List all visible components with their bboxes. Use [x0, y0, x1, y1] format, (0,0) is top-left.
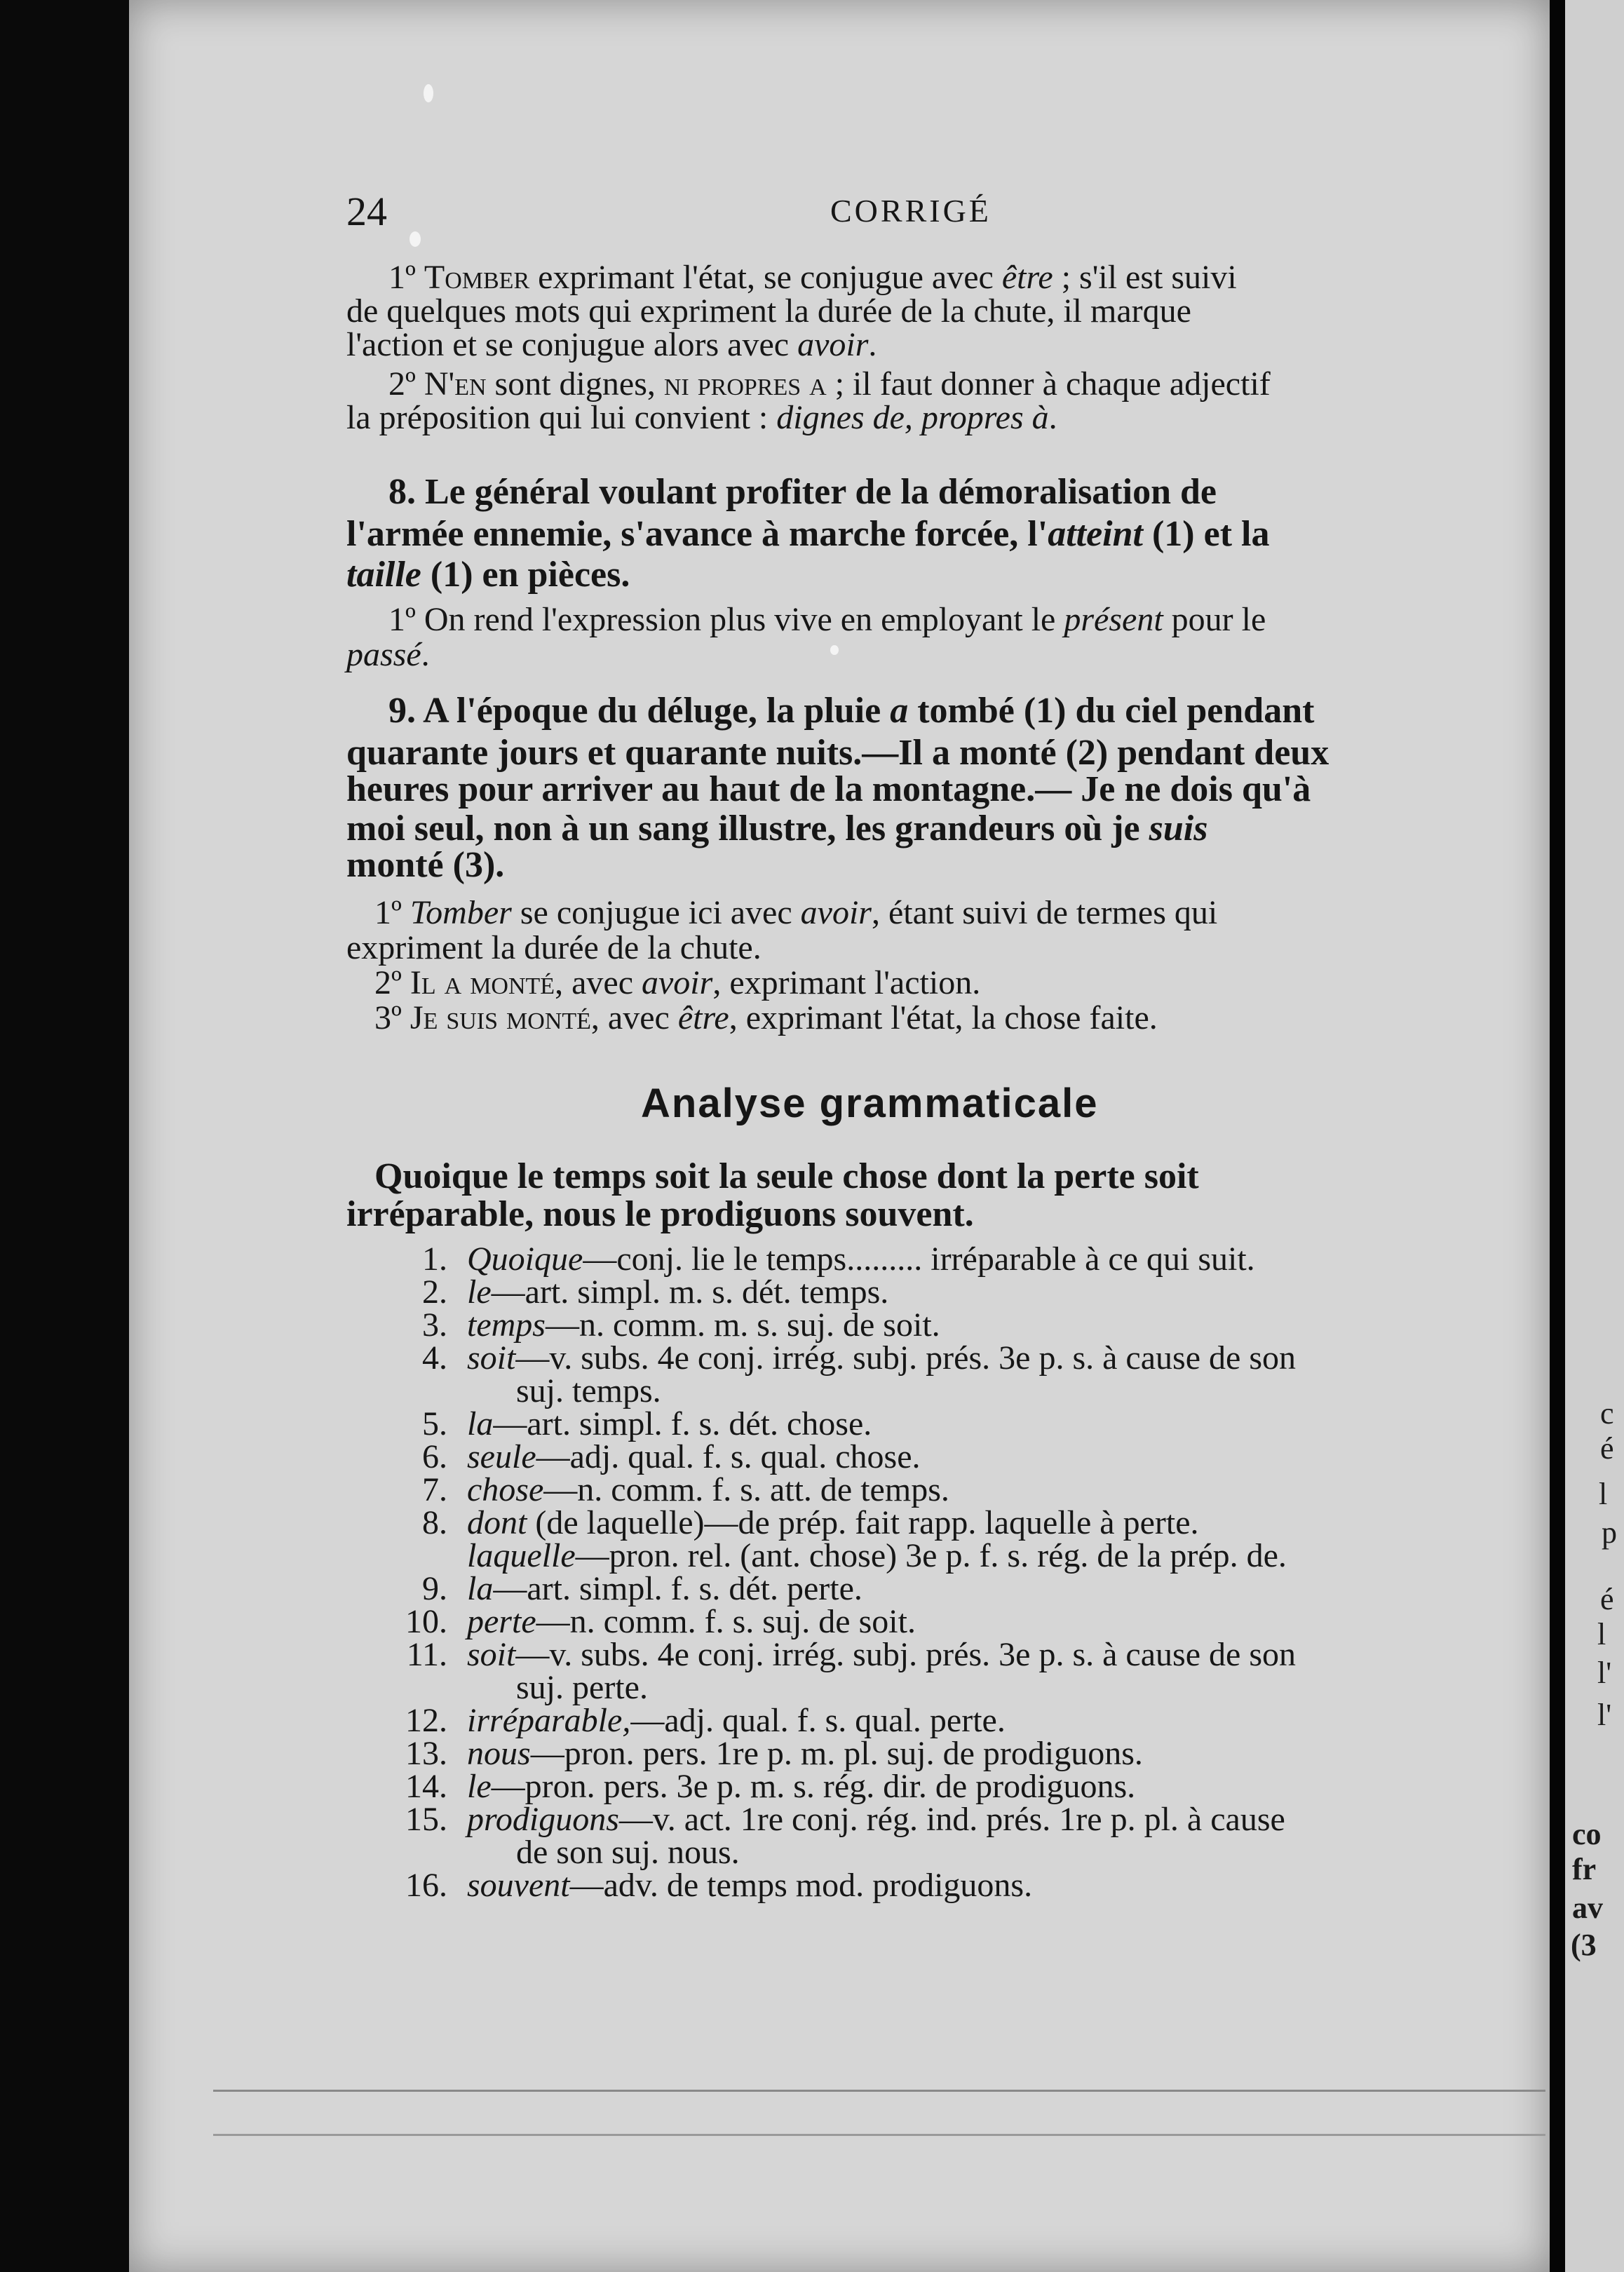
note-text: sont dignes, — [486, 365, 664, 403]
italic-term: être — [677, 999, 729, 1036]
facing-page — [1565, 0, 1624, 2272]
note-text: ; il faut donner à chaque adjectif — [826, 365, 1271, 403]
note-7-line — [346, 328, 877, 362]
analysis-item — [467, 1539, 1287, 1573]
page-number: 24 — [346, 189, 387, 234]
analyzed-word: soit — [467, 1339, 516, 1377]
note-9-line — [374, 966, 980, 1000]
sentence-text: l'armée ennemie, s'avance à marche forcée, l' — [346, 514, 1048, 554]
note-marker: 2º — [374, 964, 402, 1001]
sentence-9-line — [346, 732, 1329, 773]
italic-term: taille — [346, 555, 421, 595]
italic-term: avoir — [797, 326, 869, 363]
analysis-item — [388, 1869, 1032, 1902]
note-text: exprimant l'état, se conjugue avec — [529, 259, 1002, 296]
note-text: On rend l'expression plus vive en employant le — [424, 601, 1064, 638]
note-7-line — [388, 367, 1271, 401]
analysis-item — [388, 1704, 1006, 1738]
analysis-heading — [641, 1080, 1099, 1127]
note-keyword: ni propres a — [663, 365, 827, 403]
note-text: ; s'il est suivi — [1053, 259, 1237, 296]
analyzed-word: le — [467, 1273, 492, 1311]
facing-page-fragment: av — [1572, 1891, 1603, 1925]
facing-page-fragment: p — [1602, 1515, 1617, 1550]
analyzed-word: seule — [467, 1438, 536, 1475]
analysis-text: —adv. de temps mod. prodiguons. — [569, 1867, 1033, 1904]
item-number: 2. — [422, 1273, 447, 1311]
paper-speck — [830, 645, 839, 655]
sentence-9-line — [388, 690, 1314, 731]
book-page — [129, 0, 1550, 2272]
italic-term: dignes de, propres à — [776, 399, 1049, 436]
item-number: 8. — [422, 1504, 447, 1541]
sentence-number: 9. — [388, 691, 416, 731]
sentence-text: A l'époque du déluge, la pluie — [416, 691, 891, 731]
note-marker: 1º — [374, 894, 402, 931]
analysis-text: —art. simpl. m. s. dét. temps. — [491, 1273, 889, 1311]
note-marker: 2º — [388, 365, 416, 403]
analyzed-word: souvent — [467, 1867, 570, 1904]
analyzed-word: la — [467, 1570, 494, 1607]
running-head: CORRIGÉ — [830, 193, 992, 229]
analysis-item — [388, 1407, 872, 1441]
note-text: de quelques mots qui expriment la durée de la chute, il marque — [346, 292, 1191, 330]
sentence-8-line — [388, 471, 1217, 513]
sentence-9-line — [346, 769, 1311, 810]
sentence-text: (1) en pièces. — [421, 555, 630, 595]
paper-speck — [424, 84, 433, 102]
note-text: , exprimant l'état, la chose faite. — [729, 999, 1158, 1036]
analyzed-word: nous — [467, 1735, 531, 1772]
sentence-text: Le général voulant profiter de la démoralisation de — [416, 472, 1217, 512]
sentence-9-line — [346, 844, 504, 886]
page-edge-lines — [213, 2090, 1545, 2136]
analysis-text: —pron. pers. 1re p. m. pl. suj. de prodiguons. — [530, 1735, 1143, 1772]
analysis-sentence-line — [374, 1156, 1199, 1197]
note-9-line — [374, 896, 1217, 930]
analysis-item — [388, 1770, 1135, 1804]
note-text: expriment la durée de la chute. — [346, 929, 762, 966]
italic-term: a — [890, 691, 909, 731]
analysis-text: suj. perte. — [516, 1669, 648, 1706]
italic-term: avoir — [800, 894, 872, 931]
italic-term: passé — [346, 636, 421, 673]
paper-speck — [410, 231, 421, 247]
analysis-item — [388, 1605, 916, 1639]
note-8-line — [388, 603, 1266, 637]
analysis-text: —pron. pers. 3e p. m. s. rég. dir. de prodiguons. — [491, 1768, 1136, 1805]
analyzed-word: dont — [467, 1504, 527, 1541]
note-7-line — [346, 401, 1057, 435]
analysis-sentence-text: Quoique le temps soit la seule chose dont la perte soit — [374, 1156, 1199, 1196]
analysis-heading-text: Analyse grammaticale — [641, 1081, 1099, 1126]
analyzed-word: perte — [467, 1603, 536, 1640]
facing-page-fragment: l' — [1597, 1698, 1612, 1732]
sentence-text: tombé (1) du ciel pendant — [908, 691, 1315, 731]
italic-term: être — [1001, 259, 1053, 296]
analysis-sentence-text: irréparable, nous le prodiguons souvent. — [346, 1194, 974, 1234]
sentence-text: heures pour arriver au haut de la montagne.— Je ne dois qu'à — [346, 769, 1311, 809]
analysis-text: —adj. qual. f. s. qual. perte. — [630, 1702, 1006, 1739]
note-keyword: Je suis monté — [410, 999, 591, 1036]
item-number: 12. — [405, 1702, 447, 1739]
note-text: la préposition qui lui convient : — [346, 399, 777, 436]
analysis-text: —art. simpl. f. s. dét. chose. — [493, 1405, 872, 1442]
note-keyword: N'en — [424, 365, 487, 403]
sentence-text: quarante jours et quarante nuits.—Il a monté (2) pendant deux — [346, 733, 1329, 773]
analysis-item — [388, 1506, 1199, 1540]
note-text: l'action et se conjugue alors avec — [346, 326, 798, 363]
analysis-item-continuation — [516, 1836, 740, 1869]
sentence-8-line — [346, 554, 630, 595]
facing-page-fragment: co — [1572, 1817, 1602, 1851]
analysis-text: (de laquelle)—de prép. fait rapp. laquelle à perte. — [527, 1504, 1199, 1541]
facing-page-fragment: l' — [1597, 1656, 1612, 1690]
note-7-line — [346, 292, 1191, 330]
sentence-8-line — [346, 513, 1269, 555]
item-number: 4. — [422, 1339, 447, 1377]
facing-page-fragment: é — [1600, 1582, 1614, 1616]
note-text: , avec — [555, 964, 642, 1001]
note-8-line — [346, 638, 430, 672]
facing-page-fragment: l — [1597, 1617, 1606, 1651]
item-number: 6. — [422, 1438, 447, 1475]
analysis-item — [388, 1341, 1296, 1375]
italic-term: avoir — [642, 964, 713, 1001]
note-text: . — [1048, 399, 1057, 436]
analyzed-word: prodiguons — [467, 1801, 619, 1838]
sentence-number: 8. — [388, 472, 416, 512]
item-number: 14. — [405, 1768, 447, 1805]
analysis-item — [388, 1803, 1285, 1837]
sentence-9-line — [346, 808, 1207, 849]
note-9-line — [374, 1001, 1158, 1035]
analysis-text: —n. comm. f. s. att. de temps. — [543, 1471, 949, 1508]
analysis-text: suj. temps. — [516, 1372, 661, 1409]
analysis-text: —v. subs. 4e conj. irrég. subj. prés. 3e p. s. à cause de son — [515, 1636, 1297, 1673]
analysis-item — [388, 1240, 1255, 1278]
analysis-text: —adj. qual. f. s. qual. chose. — [536, 1438, 921, 1475]
note-9-line — [346, 931, 762, 965]
analysis-item — [388, 1638, 1296, 1672]
note-text: . — [868, 326, 877, 363]
facing-page-fragment: é — [1600, 1431, 1614, 1466]
item-number: 15. — [405, 1801, 447, 1838]
note-marker: 1º — [388, 259, 416, 296]
italic-term: atteint — [1048, 514, 1143, 554]
book-spine — [1550, 0, 1565, 2272]
note-marker: 3º — [374, 999, 402, 1036]
analysis-item — [388, 1306, 940, 1344]
note-7-line — [388, 261, 1237, 295]
note-marker: 1º — [388, 601, 416, 638]
analysis-item-continuation — [516, 1671, 648, 1705]
item-number: 5. — [422, 1405, 447, 1442]
sentence-text: monté (3). — [346, 845, 505, 885]
note-text: . — [421, 636, 430, 673]
analyzed-word: soit — [467, 1636, 516, 1673]
item-number: 1. — [422, 1240, 447, 1278]
analyzed-word: le — [467, 1768, 492, 1805]
facing-page-fragment: l — [1599, 1477, 1608, 1511]
note-keyword: Il a monté — [410, 964, 555, 1001]
item-number: 16. — [405, 1867, 447, 1904]
analysis-item-continuation — [516, 1374, 661, 1408]
analyzed-word: Quoique — [467, 1240, 583, 1278]
analysis-item — [388, 1473, 949, 1507]
item-number: 9. — [422, 1570, 447, 1607]
analysis-text: —n. comm. m. s. suj. de soit. — [545, 1306, 940, 1344]
analysis-sentence-line — [346, 1194, 974, 1235]
item-number: 3. — [422, 1306, 447, 1344]
analyzed-word: irréparable, — [467, 1702, 631, 1739]
facing-page-fragment: (3 — [1571, 1928, 1597, 1962]
analysis-text: —v. subs. 4e conj. irrég. subj. prés. 3e p. s. à cause de son — [515, 1339, 1297, 1377]
analysis-text: —conj. lie le temps......... irréparable à ce qui suit. — [583, 1240, 1255, 1278]
analysis-item — [388, 1572, 862, 1606]
facing-page-fragment: c — [1600, 1396, 1614, 1431]
analysis-item — [388, 1737, 1143, 1771]
sentence-text: moi seul, non à un sang illustre, les grandeurs où je — [346, 809, 1149, 848]
analyzed-word: chose — [467, 1471, 544, 1508]
item-number: 10. — [405, 1603, 447, 1640]
note-text: se conjugue ici avec — [511, 894, 801, 931]
note-text: , exprimant l'action. — [712, 964, 981, 1001]
analyzed-word: laquelle — [467, 1537, 576, 1574]
note-keyword: Tomber — [424, 259, 530, 296]
italic-term: suis — [1149, 809, 1208, 848]
analysis-text: —n. comm. f. s. suj. de soit. — [536, 1603, 916, 1640]
analysis-item — [388, 1440, 921, 1474]
analysis-text: de son suj. nous. — [516, 1834, 740, 1871]
italic-term: Tomber — [410, 894, 512, 931]
analyzed-word: la — [467, 1405, 494, 1442]
facing-page-fragment: fr — [1572, 1852, 1597, 1886]
analysis-item — [388, 1273, 889, 1311]
note-text: pour le — [1163, 601, 1266, 638]
analysis-text: —pron. rel. (ant. chose) 3e p. f. s. rég. de la prép. de. — [575, 1537, 1287, 1574]
item-number: 13. — [405, 1735, 447, 1772]
italic-term: présent — [1064, 601, 1163, 638]
analysis-text: —art. simpl. f. s. dét. perte. — [493, 1570, 862, 1607]
analyzed-word: temps — [467, 1306, 546, 1344]
item-number: 7. — [422, 1471, 447, 1508]
sentence-text: (1) et la — [1142, 514, 1270, 554]
page-header — [129, 188, 1550, 237]
analysis-text: —v. act. 1re conj. rég. ind. prés. 1re p. pl. à cause — [618, 1801, 1285, 1838]
item-number: 11. — [406, 1636, 447, 1673]
note-text: , avec — [590, 999, 678, 1036]
note-text: , étant suivi de termes qui — [871, 894, 1218, 931]
